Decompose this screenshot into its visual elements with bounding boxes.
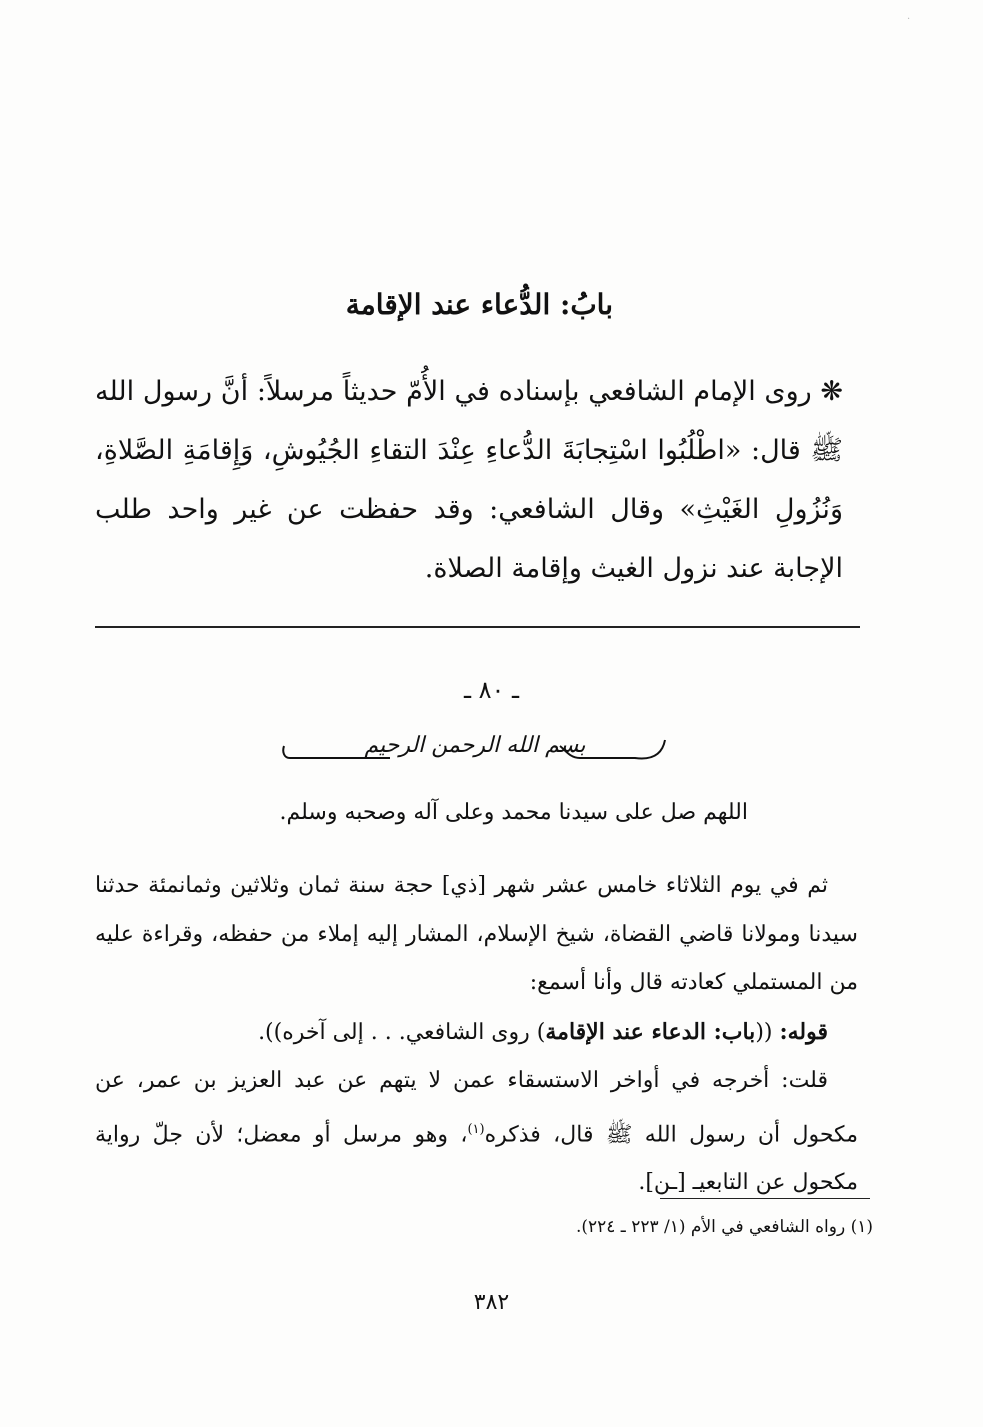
commentary-block [95,862,858,1208]
quoted-hadith-paragraph [95,362,843,598]
quote-bold-title: باب: الدعاء عند الإقامة [545,1018,756,1045]
commentary-note [95,1057,858,1208]
quoted-hadith-text: روى الإمام الشافعي بإسناده في الأُمّ حديثاً مرسلاً: أنَّ رسول الله ﷺ قال: «اطْلُبُوا اسْتِجابَةَ الدُّعاءِ عِنْدَ التقاءِ الجُيُوشِ، وَإِقامَةِ الصَّلاةِ، وَنُزُولِ الغَيْثِ» وقال الشافعي: وقد حفظت عن غير واحد طلب الإجابة عند نزول الغيث وإقامة الصلاة. [95,376,843,584]
quote-rest: ) روى الشافعي. . . إلى آخره)). [258,1019,546,1045]
note-label: قلت: [781,1068,828,1093]
page-number: ٣٨٢ [473,1290,510,1315]
section-separator [95,626,860,628]
note-tail: ، وهو مرسل أو معضل؛ لأن جلّ رواية مكحول عن التابعيـ [ـن]. [95,1121,858,1196]
footnote-separator [660,1198,870,1199]
section-number: ـ ٨٠ ـ [463,676,520,704]
chapter-title: بابُ: الدُّعاء عند الإقامة [345,288,613,321]
salutation-line: اللهم صل على سيدنا محمد وعلى آله وصحبه وسلم. [279,800,748,825]
asterisk-marker-icon: ❋ [820,376,843,407]
scan-mark: · [907,14,911,25]
quote-open: (( [755,1019,780,1045]
quote-label: قوله: [779,1018,828,1045]
footnote-reference[interactable]: (١) [467,1121,485,1137]
note-body: أخرجه في أواخر الاستسقاء عمن لا يتهم عن عبد العزيز بن عمر، عن مكحول أن رسول الله ﷺ قال، فذكره [95,1068,858,1147]
commentary-quote-line [95,1008,858,1058]
basmala-text: بسم الله الرحمن الرحيم [364,733,586,758]
footnote-text: (١) رواه الشافعي في الأم (١/ ٢٢٣ ـ ٢٢٤). [575,1217,873,1237]
commentary-intro: ثم في يوم الثلاثاء خامس عشر شهر [ذي] حجة سنة ثمان وثلاثين وثمانمئة حدثنا سيدنا ومولانا قاضي القضاة، شيخ الإسلام، المشار إليه إملاء من حفظه، وقراءة عليه من المستملي كعادته قال وأنا أسمع: [95,873,858,995]
basmala-calligraphy [280,728,670,770]
